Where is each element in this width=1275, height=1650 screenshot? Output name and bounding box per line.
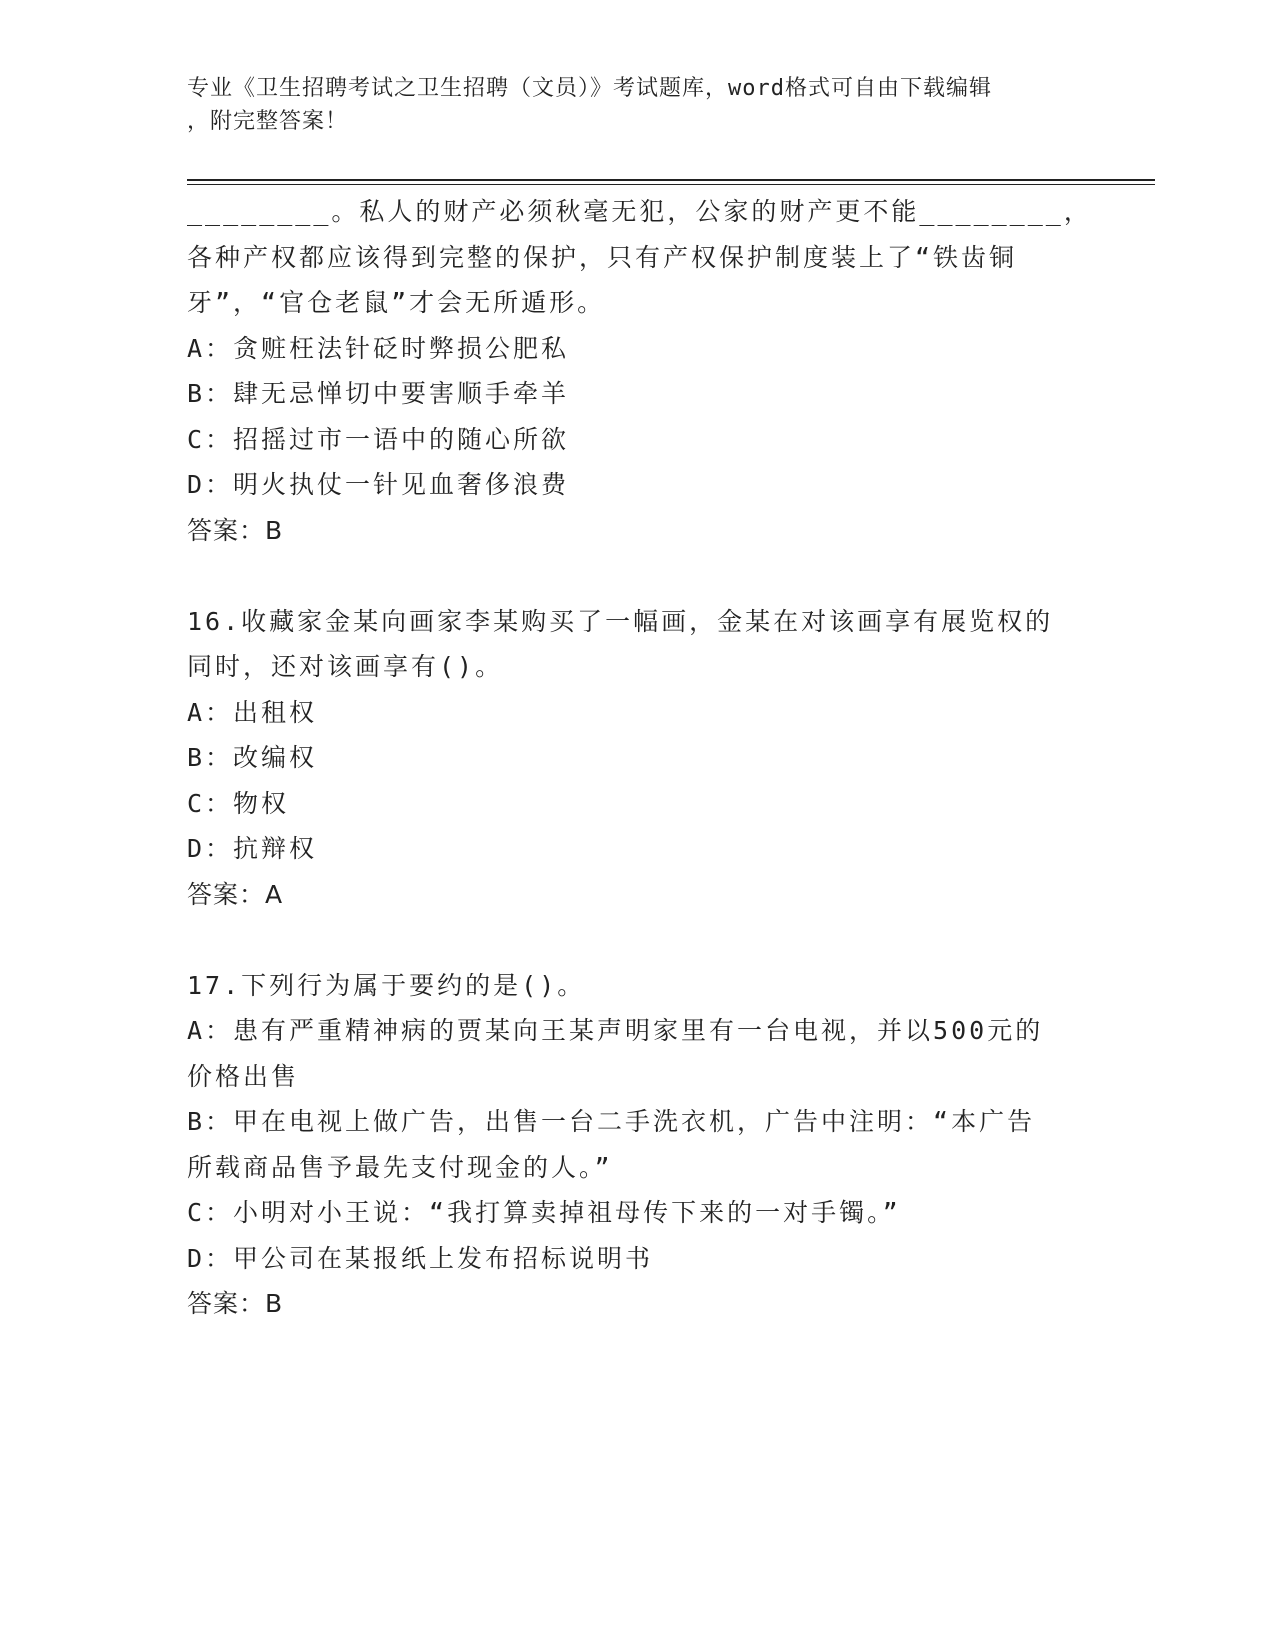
question-stem-line: 各种产权都应该得到完整的保护，只有产权保护制度装上了“铁齿铜 (187, 242, 1018, 272)
option-b: B：改编权 (187, 743, 318, 772)
option-c: C：小明对小王说：“我打算卖掉祖母传下来的一对手镯。” (187, 1198, 901, 1227)
question-16 (187, 599, 1087, 918)
option-b: B：肆无忌惮切中要害顺手牵羊 (187, 379, 570, 408)
option-b: B：甲在电视上做广告，出售一台二手洗衣机，广告中注明：“本广告 (187, 1107, 1036, 1136)
question-spacer (187, 917, 1087, 963)
question-list (187, 189, 1092, 1327)
question-stem-line: 16.收藏家金某向画家李某购买了一幅画，金某在对该画享有展览权的 (187, 606, 1054, 636)
question-stem-line: 17.下列行为属于要约的是()。 (187, 970, 586, 1000)
option-a: A：出租权 (187, 697, 318, 727)
header-line-2: ，附完整答案！ (187, 109, 349, 134)
option-a-continued: 价格出售 (187, 1061, 300, 1091)
answer-line: 答案：A (187, 879, 284, 909)
answer-line: 答案：B (187, 1289, 284, 1318)
option-c: C：招摇过市一语中的随心所欲 (187, 424, 570, 454)
question-17 (187, 963, 1087, 1327)
question-stem-line: 同时，还对该画享有()。 (187, 652, 504, 681)
option-c: C：物权 (187, 788, 290, 818)
document-header (187, 72, 1067, 138)
option-d: D：甲公司在某报纸上发布招标说明书 (187, 1243, 654, 1273)
question-spacer (187, 553, 1087, 599)
question-15 (187, 189, 1092, 553)
option-d: D：抗辩权 (187, 834, 318, 863)
header-line-1: 专业《卫生招聘考试之卫生招聘（文员）》考试题库，word格式可自由下载编辑 (187, 76, 992, 101)
option-b-continued: 所载商品售予最先支付现金的人。” (187, 1152, 613, 1182)
header-divider-thin (187, 184, 1155, 185)
header-divider-thick (187, 179, 1155, 181)
option-d: D：明火执仗一针见血奢侈浪费 (187, 470, 570, 499)
question-stem-line: ________。私人的财产必须秋毫无犯，公家的财产更不能________， (187, 197, 1092, 226)
option-a: A：患有严重精神病的贾某向王某声明家里有一台电视，并以500元的 (187, 1016, 1044, 1045)
option-a: A：贪赃枉法针砭时弊损公肥私 (187, 333, 570, 363)
answer-line: 答案：B (187, 515, 284, 545)
question-stem-line: 牙”，“官仓老鼠”才会无所遁形。 (187, 288, 606, 317)
